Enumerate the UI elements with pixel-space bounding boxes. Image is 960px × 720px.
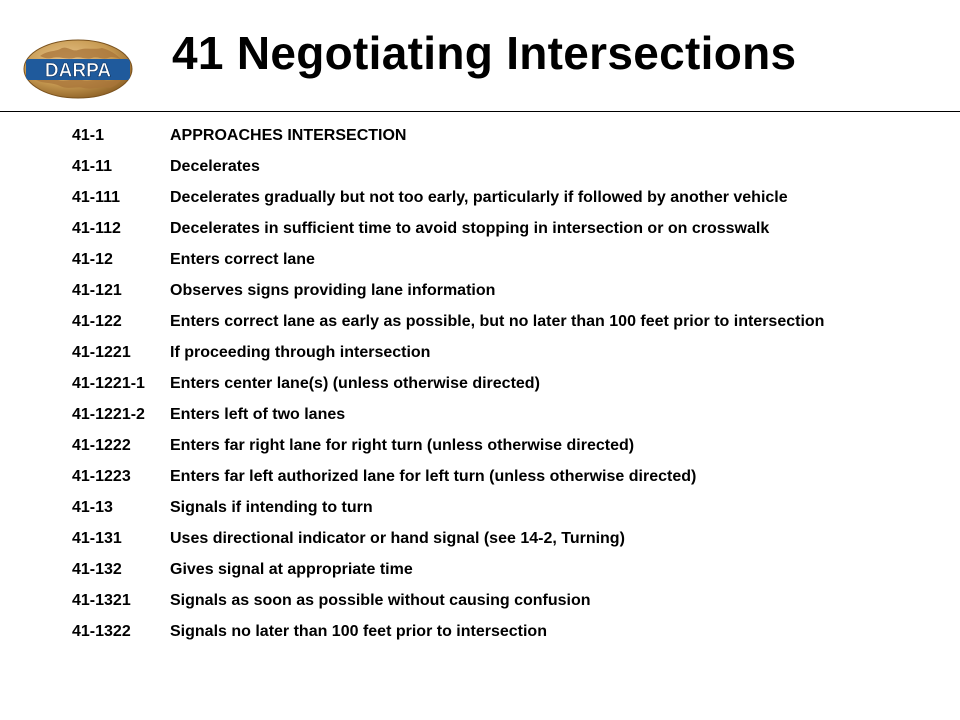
item-code: 41-1322 xyxy=(72,623,131,640)
objective-list xyxy=(72,126,932,653)
list-item xyxy=(72,343,932,362)
item-code: 41-1222 xyxy=(72,437,131,454)
item-text: APPROACHES INTERSECTION xyxy=(170,127,407,144)
list-item xyxy=(72,498,932,517)
list-item xyxy=(72,157,932,176)
item-text: Gives signal at appropriate time xyxy=(170,561,413,578)
title-divider xyxy=(0,111,960,112)
item-code: 41-131 xyxy=(72,530,122,547)
list-item xyxy=(72,312,932,331)
list-item xyxy=(72,126,932,145)
list-item xyxy=(72,188,932,207)
item-text: If proceeding through intersection xyxy=(170,344,431,361)
item-text: Decelerates in sufficient time to avoid stopping in intersection or on crosswalk xyxy=(170,220,770,237)
item-text: Enters far right lane for right turn (unless otherwise directed) xyxy=(170,437,635,454)
list-item xyxy=(72,219,932,238)
list-item xyxy=(72,529,932,548)
item-code: 41-1 xyxy=(72,127,105,144)
darpa-logo xyxy=(22,38,134,100)
item-text: Enters center lane(s) (unless otherwise directed) xyxy=(170,375,540,392)
list-item xyxy=(72,250,932,269)
list-item xyxy=(72,622,932,641)
item-code: 41-122 xyxy=(72,313,122,330)
item-code: 41-1221 xyxy=(72,344,131,361)
item-text: Enters correct lane xyxy=(170,251,315,268)
list-item xyxy=(72,405,932,424)
item-code: 41-1221-1 xyxy=(72,375,145,392)
item-code: 41-1221-2 xyxy=(72,406,145,423)
list-item xyxy=(72,436,932,455)
item-text: Enters correct lane as early as possible, but no later than 100 feet prior to intersection xyxy=(170,313,825,330)
item-code: 41-1321 xyxy=(72,592,131,609)
item-code: 41-121 xyxy=(72,282,122,299)
item-code: 41-13 xyxy=(72,499,113,516)
item-text: Enters left of two lanes xyxy=(170,406,346,423)
list-item xyxy=(72,374,932,393)
item-code: 41-112 xyxy=(72,220,121,237)
item-code: 41-1223 xyxy=(72,468,131,485)
item-text: Decelerates xyxy=(170,158,260,175)
logo-wordmark: DARPA xyxy=(44,60,112,82)
item-text: Signals if intending to turn xyxy=(170,499,373,516)
item-code: 41-111 xyxy=(72,189,121,206)
page-title: 41 Negotiating Intersections xyxy=(172,27,797,79)
list-item xyxy=(72,560,932,579)
item-text: Signals no later than 100 feet prior to intersection xyxy=(170,623,547,640)
item-code: 41-132 xyxy=(72,561,122,578)
list-item xyxy=(72,467,932,486)
item-text: Decelerates gradually but not too early, particularly if followed by another vehicle xyxy=(170,189,788,206)
item-text: Observes signs providing lane information xyxy=(170,282,496,299)
item-text: Uses directional indicator or hand signal (see 14-2, Turning) xyxy=(170,530,625,547)
list-item xyxy=(72,281,932,300)
item-code: 41-12 xyxy=(72,251,113,268)
item-code: 41-11 xyxy=(72,158,113,175)
list-item xyxy=(72,591,932,610)
item-text: Signals as soon as possible without causing confusion xyxy=(170,592,591,609)
item-text: Enters far left authorized lane for left turn (unless otherwise directed) xyxy=(170,468,697,485)
